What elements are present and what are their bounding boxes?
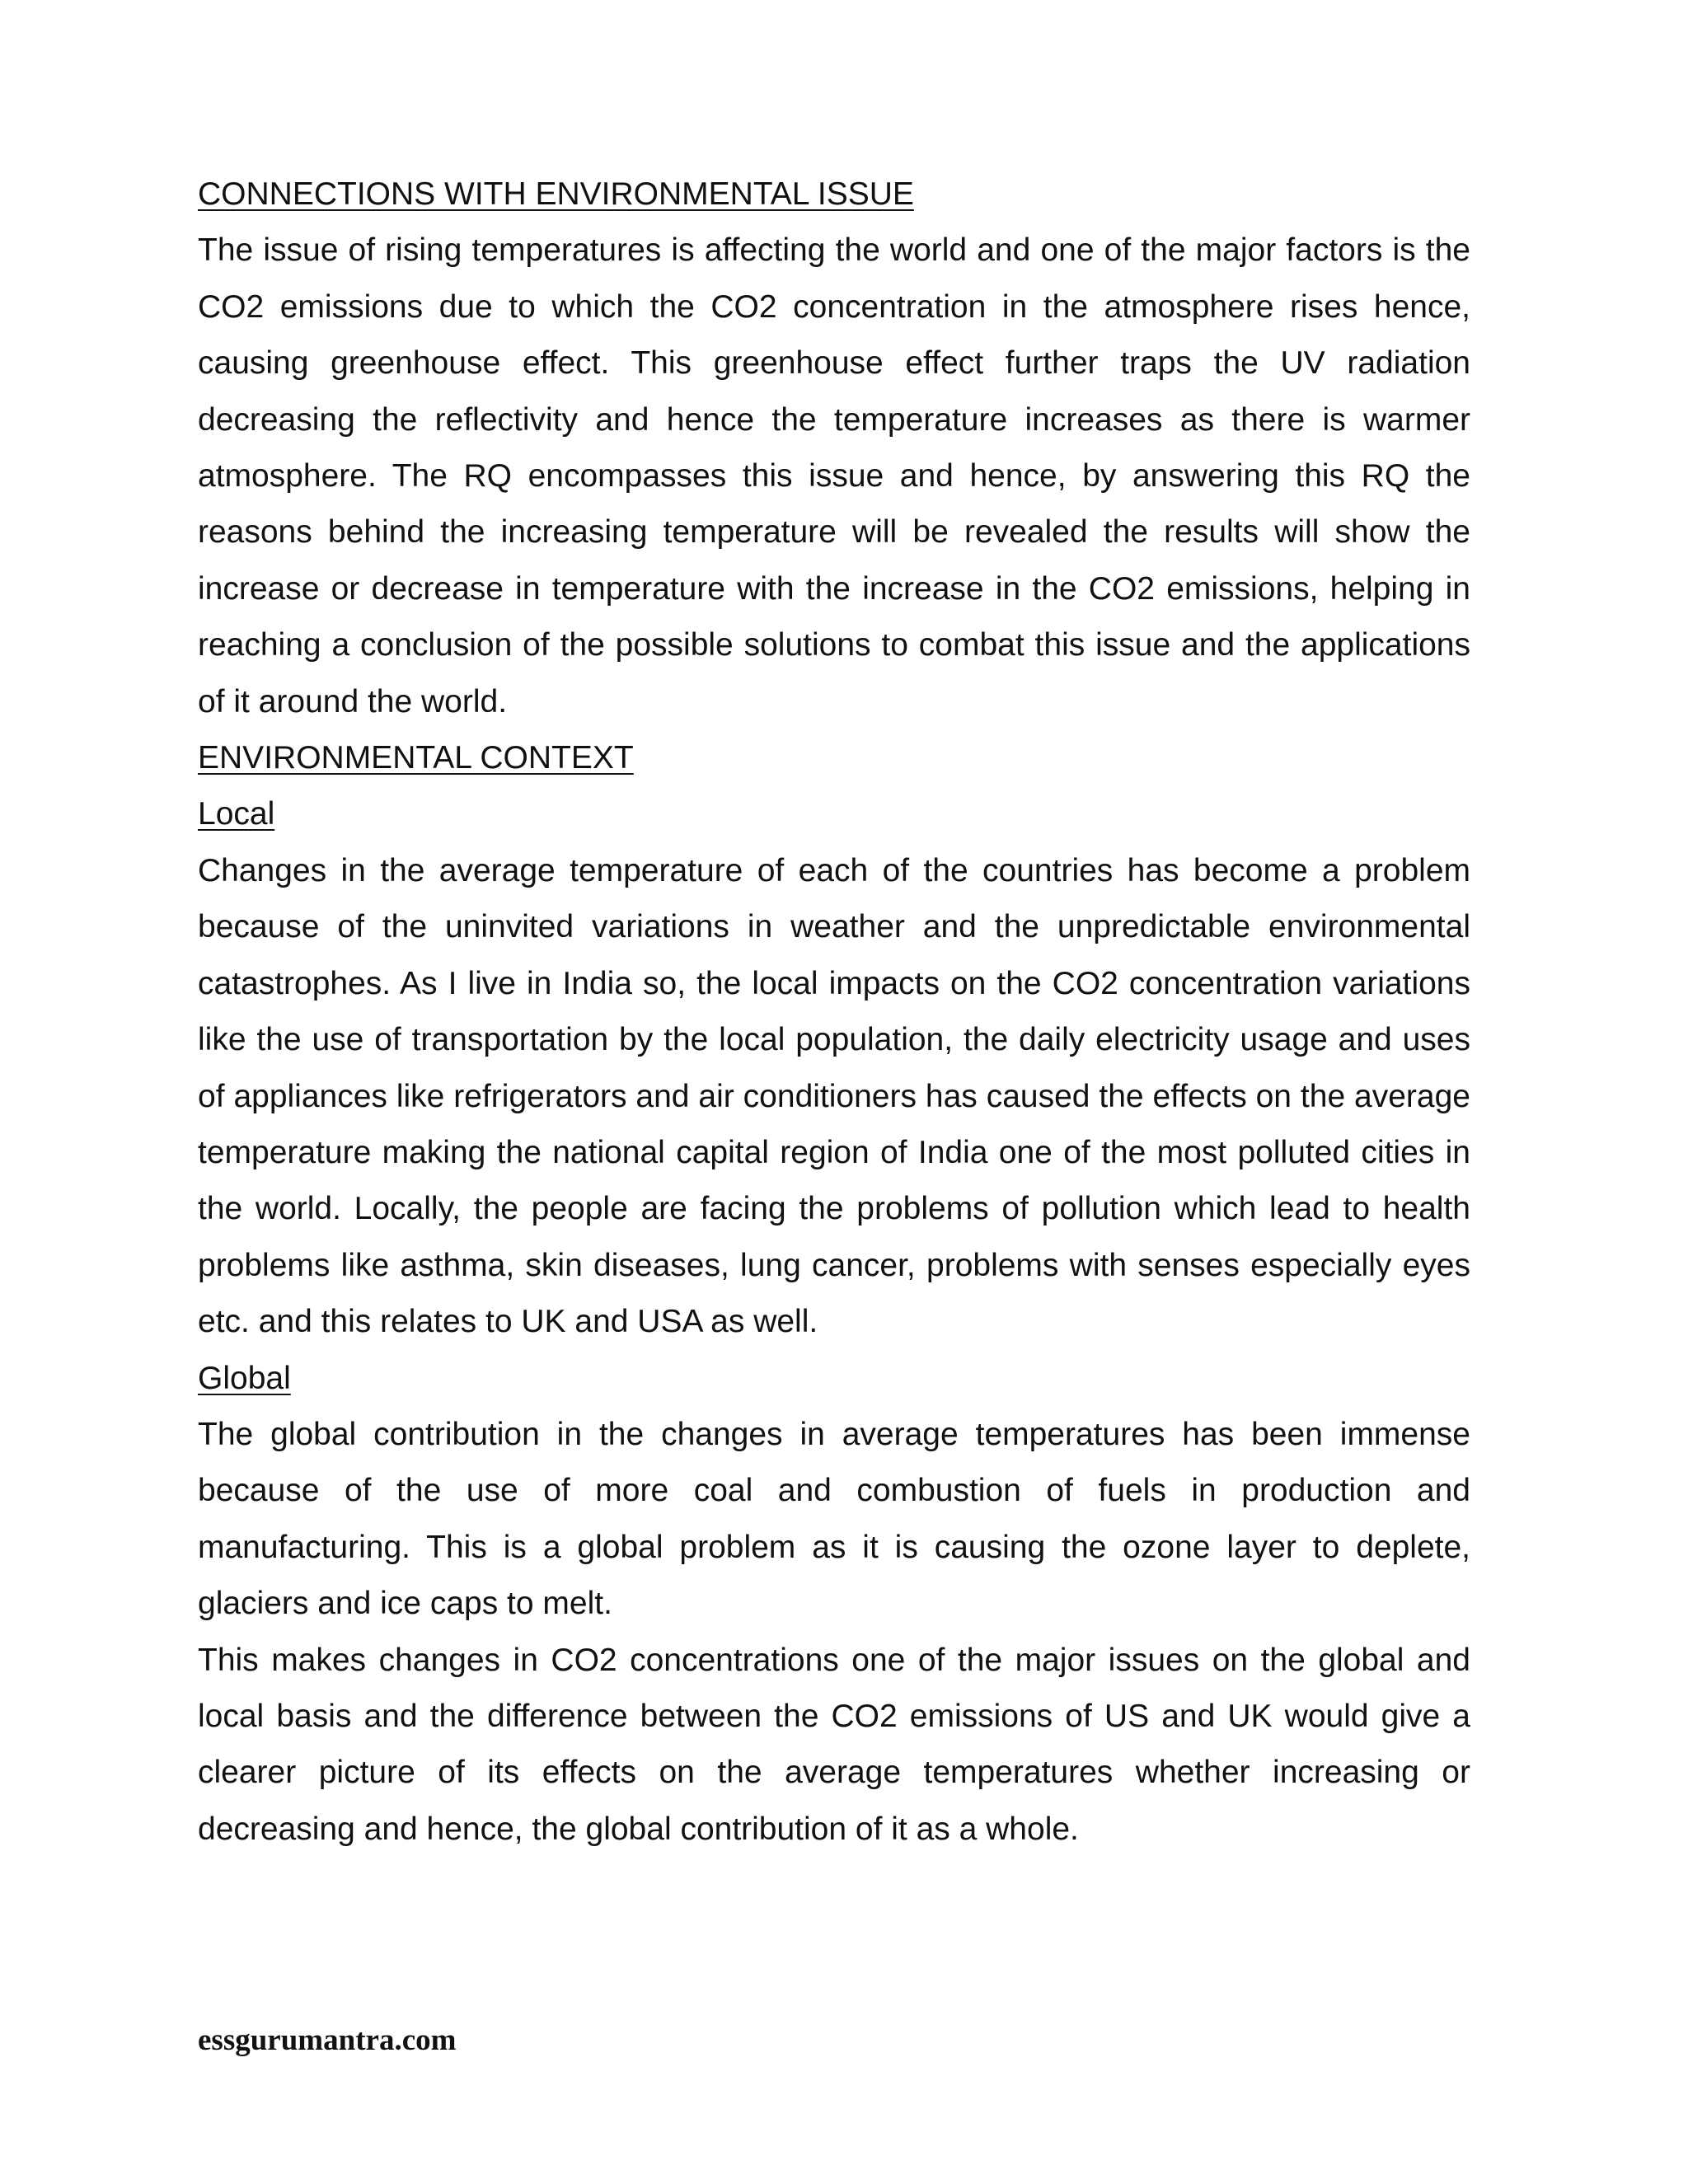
paragraph-global-2: This makes changes in CO2 concentrations one of the major issues on the global and local basis and the difference between the CO2 emissions of US and UK would give a clearer picture of its effects on the average temperatures whether increasing or decreasing and hence, the global contribution of it as a whole. [198,1642,1470,1847]
paragraph-local: Changes in the average temperature of each of the countries has become a problem because of the uninvited variations in weather and the unpredictable environmental catastrophes. As I live in India so, the local impacts on the CO2 concentration variations like the use of transportation by the local population, the daily electricity usage and uses of appliances like refrigerators and air conditioners has caused the effects on the average temperature making the national capital region of India one of the most polluted cities in the world. Locally, the people are facing the problems of pollution which lead to health problems like asthma, skin diseases, lung cancer, problems with senses especially eyes etc. and this relates to UK and USA as well. [198,852,1470,1340]
paragraph-global-1: The global contribution in the changes in average temperatures has been immense because of the use of more coal and combustion of fuels in production and manufacturing. This is a global problem as it is causing the ozone layer to deplete, glaciers and ice caps to melt. [198,1416,1470,1622]
subheading-local: Local [198,796,275,832]
paragraph-connections: The issue of rising temperatures is affecting the world and one of the major factors is the CO2 emissions due to which the CO2 concentration in the atmosphere rises hence, causing greenhouse effect. This greenhouse effect further traps the UV radiation decreasing the reflectivity and hence the temperature increases as there is warmer atmosphere. The RQ encompasses this issue and hence, by answering this RQ the reasons behind the increasing temperature will be revealed the results will show the increase or decrease in temperature with the increase in the CO2 emissions, helping in reaching a conclusion of the possible solutions to combat this issue and the applications of it around the world. [198,232,1470,719]
footer-watermark: essgurumantra.com [198,2023,457,2057]
section-heading-environmental-context: ENVIRONMENTAL CONTEXT [198,740,634,776]
section-heading-connections: CONNECTIONS WITH ENVIRONMENTAL ISSUE [198,176,914,212]
document-body [198,166,1470,1858]
subheading-global: Global [198,1360,291,1396]
